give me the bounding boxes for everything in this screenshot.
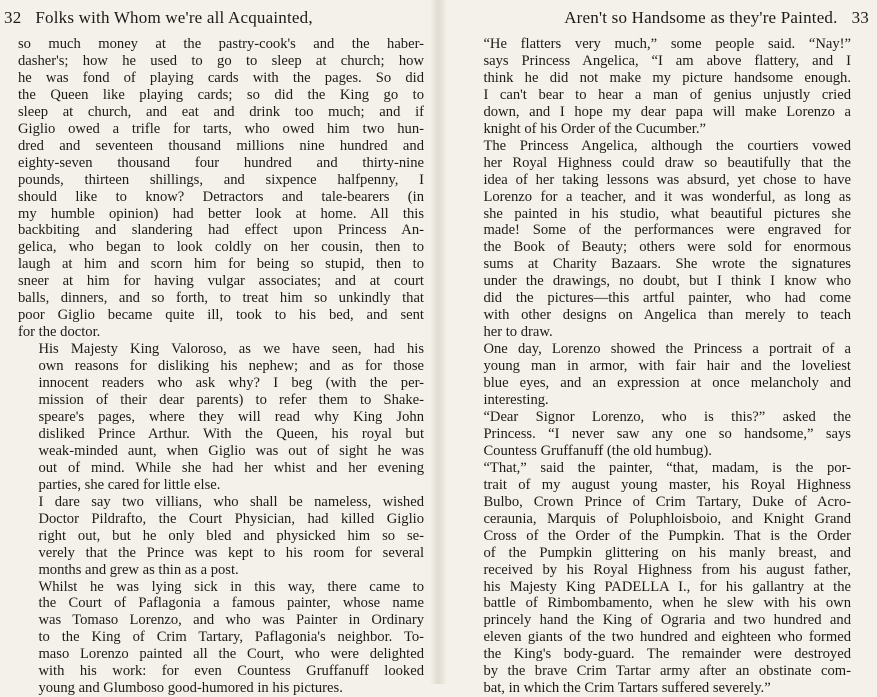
text-line: he was fond of playing cards with the pages. So did [18, 70, 424, 87]
text-line: trait of my august young master, his Royal Highness [463, 477, 851, 494]
text-line: Whilst he was lying sick in this way, there came to [18, 579, 424, 596]
text-line: down, and I hope my dear papa will make Lorenzo a [463, 104, 851, 121]
text-line: eleven giants of the two hundred and eighteen who formed [463, 629, 851, 646]
paragraph [18, 36, 424, 341]
text-line: “That,” said the painter, “that, madam, is the por- [463, 460, 851, 477]
text-line: to the King of Crim Tartary, Paflagonia's neighbor. To- [18, 629, 424, 646]
text-line: sums at Charity Bazaars. She wrote the signatures [463, 256, 851, 273]
text-line: verely that the Prince was kept to his room for several [18, 545, 424, 562]
left-page-header [4, 0, 430, 36]
text-line: with his work: for even Countess Gruffanuff looked [18, 663, 424, 680]
text-line: the King's body-guard. The remainder were destroyed [463, 646, 851, 663]
text-line: young man in armor, with fair hair and the loveliest [463, 358, 851, 375]
text-line: speare's pages, where they will read why King John [18, 409, 424, 426]
text-line: Princess. “I never saw any one so handsome,” says [463, 426, 851, 443]
text-line: Countess Gruffanuff (the old humbug). [463, 443, 851, 460]
text-line: balls, dinners, and so forth, to treat him so unkindly that [18, 290, 424, 307]
text-line: Cross of the Order of the Pumpkin. That is the Order [463, 528, 851, 545]
text-line: says Princess Angelica, “I am above flattery, and I [463, 53, 851, 70]
paragraph [18, 494, 424, 579]
paragraph [463, 138, 851, 341]
text-line: out of mind. While she had her whist and her evening [18, 460, 424, 477]
text-line: backbiting and slandering had effect upon Princess An- [18, 222, 424, 239]
text-line: poor Giglio became quite ill, took to his bed, and sent [18, 307, 424, 324]
text-line: His Majesty King Valoroso, as we have seen, had his [18, 341, 424, 358]
right-running-head: Aren't so Handsome as they're Painted. [564, 8, 837, 27]
paragraph [18, 579, 424, 697]
book-gutter [430, 0, 447, 684]
text-line: interesting. [463, 392, 851, 409]
text-line: was Tomaso Lorenzo, and who was Painter in Ordinary [18, 612, 424, 629]
text-line: knight of his Order of the Cucumber.” [463, 121, 851, 138]
text-line: pounds, thirteen shillings, and sixpence halfpenny, I [18, 172, 424, 189]
text-line: gelica, who began to look coldly on her cousin, then to [18, 239, 424, 256]
paragraph [18, 341, 424, 494]
text-line: my humble opinion) had better look at home. All this [18, 206, 424, 223]
text-line: battle of Rimbombamento, when he slew with his own [463, 595, 851, 612]
text-line: months and grew as thin as a post. [18, 562, 424, 579]
text-line: One day, Lorenzo showed the Princess a portrait of a [463, 341, 851, 358]
text-line: I dare say two villians, who shall be nameless, wished [18, 494, 424, 511]
paragraph [463, 36, 851, 138]
text-line: by the brave Crim Tartar army after an obstinate com- [463, 663, 851, 680]
text-line: maso Lorenzo painted all the Court, who were delighted [18, 646, 424, 663]
text-line: should like to know? Detractors and tale-bearers (in [18, 189, 424, 206]
text-line: dasher's; how he used to go to sleep at church; how [18, 53, 424, 70]
text-line: weak-minded aunt, when Giglio was out of sight he was [18, 443, 424, 460]
right-page [447, 0, 877, 684]
left-page-number: 32 [4, 8, 21, 27]
text-line: “Dear Signor Lorenzo, who is this?” asked the [463, 409, 851, 426]
text-line: young and Glumboso good-humored in his pictures. [18, 680, 424, 697]
text-line: received by his Royal Highness from his august father, [463, 562, 851, 579]
text-line: Lorenzo for a teacher, and it was wonderful, as long as [463, 189, 851, 206]
text-line: made! Some of the performances were engraved for [463, 222, 851, 239]
right-page-header [447, 0, 869, 36]
paragraph [463, 409, 851, 460]
paragraph [463, 341, 851, 409]
text-line: his Majesty King PADELLA I., for his gallantry at the [463, 579, 851, 596]
paragraph [463, 460, 851, 697]
text-line: sneer at him for having vulgar associates; and at court [18, 273, 424, 290]
text-line: her to draw. [463, 324, 851, 341]
text-line: did the pictures—this artful painter, who had come [463, 290, 851, 307]
text-line: idea of her taking lessons was absurd, yet chose to have [463, 172, 851, 189]
text-line: Bulbo, Crown Prince of Crim Tartary, Duke of Acro- [463, 494, 851, 511]
text-line: parties, she cared for little else. [18, 477, 424, 494]
text-line: eighty-seven thousand four hundred and thirty-nine [18, 155, 424, 172]
text-line: ceraunia, Marquis of Poluphloisboio, and Knight Grand [463, 511, 851, 528]
text-line: right out, but he only bled and physicked him so se- [18, 528, 424, 545]
text-line: laugh at him and scorn him for being so stupid, then to [18, 256, 424, 273]
text-line: dred and seventeen thousand millions nine hundred and [18, 138, 424, 155]
right-page-number: 33 [852, 8, 869, 27]
text-line: the Court of Paflagonia a famous painter, whose name [18, 595, 424, 612]
text-line: blue eyes, and an expression at once melancholy and [463, 375, 851, 392]
text-line: I can't bear to hear a man of genius unjustly cried [463, 87, 851, 104]
text-line: “He flatters very much,” some people said. “Nay!” [463, 36, 851, 53]
left-page [0, 0, 430, 684]
text-line: mission of their dear parents) to refer them to Shake- [18, 392, 424, 409]
right-page-body [463, 36, 851, 697]
text-line: Doctor Pildrafto, the Court Physician, had killed Giglio [18, 511, 424, 528]
text-line: think he did not make my picture handsome enough. [463, 70, 851, 87]
left-running-head: Folks with Whom we're all Acquainted, [35, 8, 312, 27]
text-line: for the doctor. [18, 324, 424, 341]
text-line: so much money at the pastry-cook's and the haber- [18, 36, 424, 53]
text-line: her Royal Highness could draw so beautifully that the [463, 155, 851, 172]
left-page-body [18, 36, 424, 697]
text-line: own reasons for disliking his nephew; and as for those [18, 358, 424, 375]
text-line: the Book of Beauty; others were sold for enormous [463, 239, 851, 256]
text-line: under the drawings, no doubt, but I think I know who [463, 273, 851, 290]
text-line: Giglio owed a trifle for tarts, who owed him two hun- [18, 121, 424, 138]
text-line: princely hand the King of Ograria and two hundred and [463, 612, 851, 629]
text-line: innocent readers who ask why? I beg (with the per- [18, 375, 424, 392]
text-line: disliked Prince Arthur. With the Queen, his royal but [18, 426, 424, 443]
text-line: with other designs on Angelica than merely to teach [463, 307, 851, 324]
text-line: of the Pumpkin glittering on his manly breast, and [463, 545, 851, 562]
text-line: The Princess Angelica, although the courtiers vowed [463, 138, 851, 155]
text-line: bat, in which the Crim Tartars suffered severely.” [463, 680, 851, 697]
text-line: sleep at church, and eat and drink too much; and if [18, 104, 424, 121]
text-line: she painted in his studio, what beautiful pictures she [463, 206, 851, 223]
text-line: the Queen like playing cards; so did the King go to [18, 87, 424, 104]
